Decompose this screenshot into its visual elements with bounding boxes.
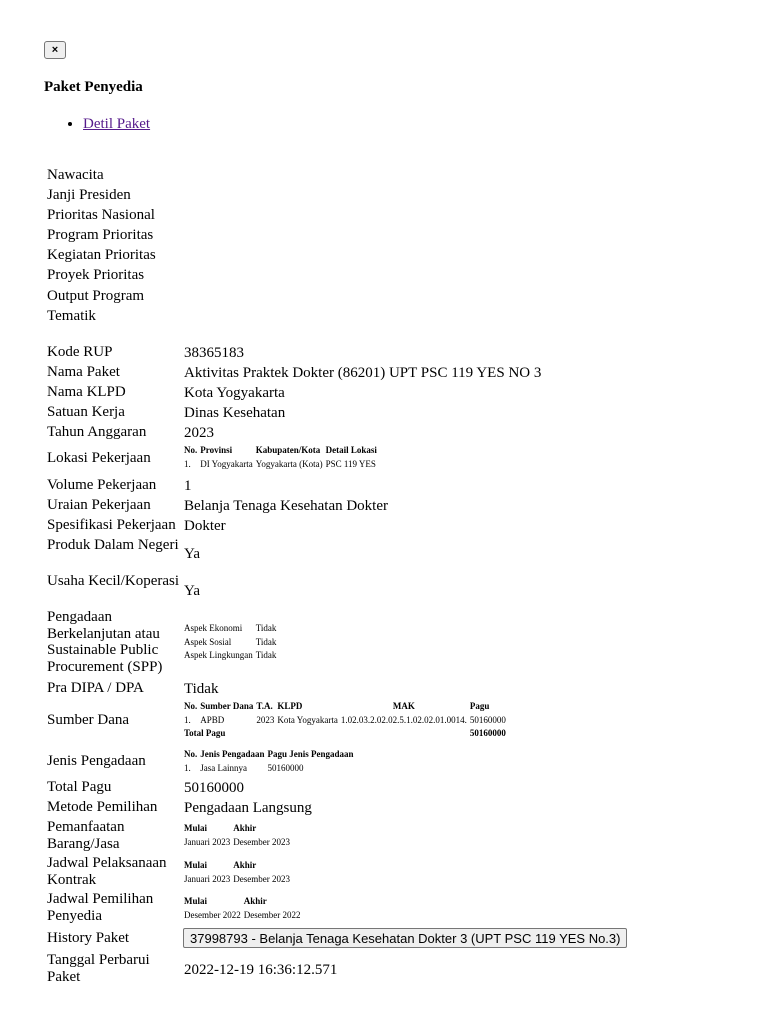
- priority-tematik: Tematik: [47, 307, 96, 324]
- value-tahun-anggaran: 2023: [184, 425, 214, 441]
- jenis-table-wrap: [184, 748, 357, 775]
- col-no: No.: [184, 445, 198, 455]
- table-row: [184, 622, 279, 636]
- col-ta: T.A.: [256, 701, 273, 711]
- value-total-pagu: 50160000: [184, 780, 244, 796]
- cell-akhir: Desember 2023: [233, 873, 290, 884]
- nav-item: [83, 115, 150, 133]
- label-nama-klpd: Nama KLPD: [47, 384, 126, 400]
- table-row: [184, 636, 279, 650]
- cell-jenis: Jasa Lainnya: [200, 762, 247, 773]
- col-kabupaten: Kabupaten/Kota: [255, 445, 321, 455]
- col-jenis: Jenis Pengadaan: [200, 749, 265, 759]
- page-title: Paket Penyedia: [44, 79, 143, 95]
- table-row: [184, 458, 380, 472]
- label-jadwal-kontrak: Jadwal Pelaksanaan Kontrak: [47, 855, 167, 888]
- col-detail-lokasi: Detail Lokasi: [325, 445, 377, 455]
- col-no: No.: [184, 749, 198, 759]
- cell-no: 1.: [184, 762, 191, 773]
- label-nama-paket: Nama Paket: [47, 364, 120, 380]
- lokasi-table-wrap: [184, 444, 380, 471]
- cell-mulai: Desember 2022: [184, 909, 241, 920]
- cell-aspek: Aspek Lingkungan: [184, 650, 253, 660]
- col-pagu: Pagu: [469, 701, 490, 711]
- table-header-row: [184, 822, 293, 836]
- label-produk: Produk Dalam Negeri: [47, 537, 179, 553]
- cell-kabupaten: Yogyakarta (Kota): [255, 458, 323, 469]
- label-jadwal-pemilihan: Jadwal Pemilihan Penyedia: [47, 891, 154, 924]
- table-header-row: [184, 444, 380, 458]
- cell-no: 1.: [184, 714, 191, 725]
- value-uraian: Belanja Tenaga Kesehatan Dokter: [184, 498, 389, 514]
- col-mulai: Mulai: [184, 896, 208, 906]
- label-tanggal: Tanggal Perbarui Paket: [47, 952, 150, 985]
- label-tahun-anggaran: Tahun Anggaran: [47, 424, 147, 440]
- jenis-pengadaan-table: [184, 748, 357, 775]
- col-no: No.: [184, 701, 198, 711]
- total-pagu-label: Total Pagu: [184, 728, 226, 738]
- jadwal-pemilihan-table: [184, 895, 303, 922]
- col-akhir: Akhir: [243, 896, 267, 906]
- value-satuan-kerja: Dinas Kesehatan: [184, 405, 286, 421]
- lokasi-table: [184, 444, 380, 471]
- value-nama-paket: Aktivitas Praktek Dokter (86201) UPT PSC 119 YES NO 3: [184, 365, 542, 381]
- value-volume: 1: [184, 478, 192, 494]
- cell-nilai: Tidak: [255, 650, 277, 660]
- table-row: [184, 649, 279, 663]
- priority-nawacita: Nawacita: [47, 167, 104, 183]
- cell-aspek: Aspek Ekonomi: [184, 623, 243, 633]
- cell-ta: 2023: [256, 714, 275, 725]
- priority-prioritas-nasional: Prioritas Nasional: [47, 207, 155, 224]
- close-button[interactable]: ×: [44, 41, 66, 59]
- value-metode: Pengadaan Langsung: [184, 800, 312, 816]
- nav-list: [44, 115, 150, 133]
- cell-mulai: Januari 2023: [184, 873, 231, 884]
- cell-provinsi: DI Yogyakarta: [200, 458, 253, 469]
- table-header-row: [184, 895, 303, 909]
- pemanfaatan-table: [184, 822, 293, 849]
- col-mak: MAK: [392, 701, 415, 711]
- col-mulai: Mulai: [184, 860, 208, 870]
- table-row: [184, 714, 509, 728]
- priority-janji-presiden: Janji Presiden: [47, 187, 131, 204]
- cell-aspek: Aspek Sosial: [184, 636, 232, 647]
- cell-akhir: Desember 2023: [233, 836, 290, 847]
- label-spesifikasi: Spesifikasi Pekerjaan: [47, 517, 176, 533]
- label-spp: Pengadaan Berkelanjutan atau Sustainable Public Procurement (SPP): [47, 609, 163, 675]
- label-total-pagu: Total Pagu: [47, 779, 112, 795]
- priority-list: [47, 165, 156, 326]
- value-pra-dipa: Tidak: [184, 681, 219, 697]
- label-lokasi: Lokasi Pekerjaan: [47, 450, 151, 466]
- value-nama-klpd: Kota Yogyakarta: [184, 385, 285, 401]
- history-paket-button[interactable]: 37998793 - Belanja Tenaga Kesehatan Dokter 3 (UPT PSC 119 YES No.3): [183, 928, 627, 948]
- col-sumber-dana: Sumber Dana: [200, 701, 254, 711]
- col-klpd: KLPD: [277, 701, 303, 711]
- table-row: [184, 836, 293, 850]
- priority-program-prioritas: Program Prioritas: [47, 227, 154, 244]
- label-volume: Volume Pekerjaan: [47, 477, 157, 493]
- cell-mulai: Januari 2023: [184, 836, 231, 847]
- table-row: [184, 762, 357, 776]
- table-row: [184, 873, 293, 887]
- detil-paket-link[interactable]: Detil Paket: [83, 116, 151, 132]
- col-provinsi: Provinsi: [200, 445, 233, 455]
- table-header-row: [184, 700, 509, 714]
- label-metode: Metode Pemilihan: [47, 799, 158, 815]
- cell-pagu: 50160000: [469, 714, 506, 725]
- table-total-row: [184, 727, 509, 741]
- label-usaha: Usaha Kecil/Koperasi: [47, 573, 180, 589]
- col-mulai: Mulai: [184, 823, 208, 833]
- label-kode-rup: Kode RUP: [47, 344, 113, 360]
- cell-no: 1.: [184, 458, 191, 469]
- table-row: [184, 909, 303, 923]
- jadwal-kontrak-table: [184, 859, 293, 886]
- cell-detail-lokasi: PSC 119 YES: [325, 458, 376, 469]
- kontrak-table-wrap: [184, 859, 293, 886]
- value-tanggal: 2022-12-19 16:36:12.571: [184, 962, 338, 978]
- sumber-table-wrap: [184, 700, 509, 741]
- pemanfaatan-table-wrap: [184, 822, 293, 849]
- label-history: History Paket: [47, 930, 130, 946]
- spp-table-wrap: [184, 622, 279, 663]
- col-akhir: Akhir: [233, 860, 257, 870]
- value-spesifikasi: Dokter: [184, 518, 226, 534]
- priority-proyek-prioritas: Proyek Prioritas: [47, 267, 145, 284]
- pemilihan-table-wrap: [184, 895, 303, 922]
- cell-sumber-dana: APBD: [200, 714, 225, 725]
- value-usaha: Ya: [184, 583, 200, 599]
- label-sumber-dana: Sumber Dana: [47, 712, 130, 728]
- label-pra-dipa: Pra DIPA / DPA: [47, 680, 144, 696]
- label-satuan-kerja: Satuan Kerja: [47, 404, 125, 420]
- cell-pagu-jenis: 50160000: [267, 762, 304, 773]
- table-header-row: [184, 748, 357, 762]
- cell-nilai: Tidak: [255, 636, 277, 647]
- label-pemanfaatan: Pemanfaatan Barang/Jasa: [47, 819, 125, 852]
- label-jenis-pengadaan: Jenis Pengadaan: [47, 753, 146, 769]
- priority-kegiatan-prioritas: Kegiatan Prioritas: [47, 247, 156, 264]
- value-kode-rup: 38365183: [184, 345, 244, 361]
- priority-output-program: Output Program: [47, 287, 145, 304]
- total-pagu-value: 50160000: [469, 728, 506, 738]
- col-akhir: Akhir: [233, 823, 257, 833]
- cell-akhir: Desember 2022: [243, 909, 301, 920]
- label-uraian: Uraian Pekerjaan: [47, 497, 151, 513]
- table-header-row: [184, 859, 293, 873]
- cell-mak: 1.02.03.2.02.02.5.1.02.02.01.0014.: [340, 714, 467, 725]
- cell-nilai: Tidak: [255, 623, 277, 633]
- spp-table: [184, 622, 279, 663]
- col-pagu-jenis: Pagu Jenis Pengadaan: [267, 749, 354, 759]
- value-produk: Ya: [184, 546, 200, 562]
- cell-klpd: Kota Yogyakarta: [277, 714, 338, 725]
- sumber-dana-table: [184, 700, 509, 741]
